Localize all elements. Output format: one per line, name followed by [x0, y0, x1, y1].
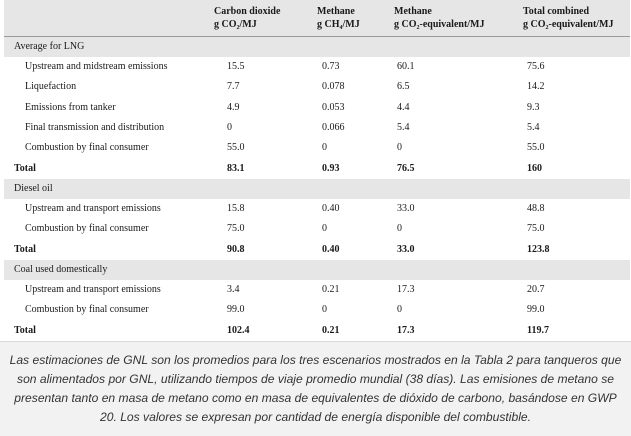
- section-band: [4, 179, 630, 199]
- table-cell: 7.7: [227, 81, 240, 93]
- column-header-line2: g CH₄/MJ: [317, 19, 360, 30]
- column-header: [394, 5, 485, 31]
- table-cell: 3.4: [227, 284, 240, 295]
- total-cell: 76.5: [397, 162, 415, 174]
- table-cell: 14.2: [527, 81, 545, 93]
- table-cell: 33.0: [397, 203, 415, 214]
- total-label: Total: [14, 162, 36, 174]
- total-cell: 0.93: [322, 162, 340, 174]
- table-cell: 0.066: [322, 121, 345, 133]
- row-label: Combustion by final consumer: [25, 142, 149, 154]
- column-header-line1: Methane: [317, 6, 355, 17]
- emissions-table: [4, 0, 630, 341]
- table-cell: 60.1: [397, 61, 415, 72]
- table-cell: 48.8: [527, 203, 545, 214]
- section-title: Coal used domestically: [14, 264, 108, 275]
- table-cell: 75.6: [527, 61, 545, 72]
- table-cell: 99.0: [227, 304, 245, 316]
- table-cell: 0: [397, 142, 402, 154]
- row-label: Final transmission and distribution: [25, 121, 165, 133]
- row-label: Upstream and transport emissions: [25, 284, 161, 295]
- column-header-line2: g CO₂-equivalent/MJ: [523, 19, 614, 30]
- table-cell: 75.0: [227, 223, 245, 235]
- total-cell: 119.7: [527, 324, 549, 336]
- section-band: [4, 37, 630, 57]
- total-cell: 0.40: [322, 243, 340, 255]
- table-cell: 0: [322, 304, 327, 316]
- table-cell: 55.0: [227, 142, 245, 154]
- row-label: Emissions from tanker: [25, 101, 116, 113]
- table-cell: 75.0: [527, 223, 545, 235]
- table-cell: 0: [227, 121, 232, 133]
- section-title: Diesel oil: [14, 183, 53, 194]
- table-cell: 6.5: [397, 81, 410, 93]
- table-cell: 4.9: [227, 101, 240, 113]
- total-cell: 160: [527, 162, 542, 174]
- table-cell: 0: [322, 142, 327, 154]
- total-cell: 123.8: [527, 243, 550, 255]
- table-cell: 55.0: [527, 142, 545, 154]
- column-header-line1: Total combined: [523, 6, 590, 17]
- table-cell: 4.4: [397, 101, 410, 113]
- row-label: Combustion by final consumer: [25, 223, 149, 235]
- column-header-line1: Carbon dioxide: [214, 6, 281, 17]
- table-cell: 99.0: [527, 304, 545, 316]
- table-cell: 0: [397, 223, 402, 235]
- table-cell: 5.4: [527, 121, 540, 133]
- column-header: [523, 5, 614, 31]
- column-header-line2: g CO₂/MJ: [214, 19, 257, 30]
- table-cell: 0.40: [322, 203, 340, 214]
- column-header-line1: Methane: [394, 6, 432, 17]
- row-label: Liquefaction: [25, 81, 77, 93]
- table-cell: 15.8: [227, 203, 245, 214]
- section-title: Average for LNG: [14, 41, 85, 52]
- table-cell: 5.4: [397, 121, 410, 133]
- row-label: Combustion by final consumer: [25, 304, 149, 316]
- total-cell: 17.3: [397, 324, 415, 336]
- table-cell: 0.078: [322, 81, 345, 93]
- total-cell: 33.0: [397, 243, 415, 255]
- table-cell: 9.3: [527, 101, 540, 113]
- table-cell: 0.73: [322, 61, 340, 72]
- total-cell: 102.4: [227, 324, 250, 336]
- table-caption: Las estimaciones de GNL son los promedios para los tres escenarios mostrados en la Tabla 2 para tanqueros que son alimentados por GNL, utilizando tiempos de viaje promedio mundial (38 días). Las emisiones de metano se presentan tanto en masa de metano como en masa de equivalentes de dióxido de carbono, basándose en GWP 20. Los valores se expresan por cantidad de energía disponible del combustible.: [0, 341, 631, 436]
- table-cell: 0: [397, 304, 402, 316]
- table-cell: 15.5: [227, 61, 245, 72]
- row-label: Upstream and transport emissions: [25, 203, 161, 214]
- total-cell: 83.1: [227, 162, 245, 174]
- total-cell: 0.21: [322, 324, 340, 336]
- total-cell: 90.8: [227, 243, 245, 255]
- column-header: [214, 5, 280, 31]
- table-cell: 0.21: [322, 284, 340, 295]
- table-cell: 17.3: [397, 284, 415, 295]
- table-cell: 0.053: [322, 101, 345, 113]
- total-label: Total: [14, 243, 36, 255]
- table-cell: 0: [322, 223, 327, 235]
- column-header: [317, 5, 360, 31]
- row-label: Upstream and midstream emissions: [25, 61, 168, 72]
- table-cell: 20.7: [527, 284, 545, 295]
- total-label: Total: [14, 324, 36, 336]
- column-header-line2: g CO₂-equivalent/MJ: [394, 19, 485, 30]
